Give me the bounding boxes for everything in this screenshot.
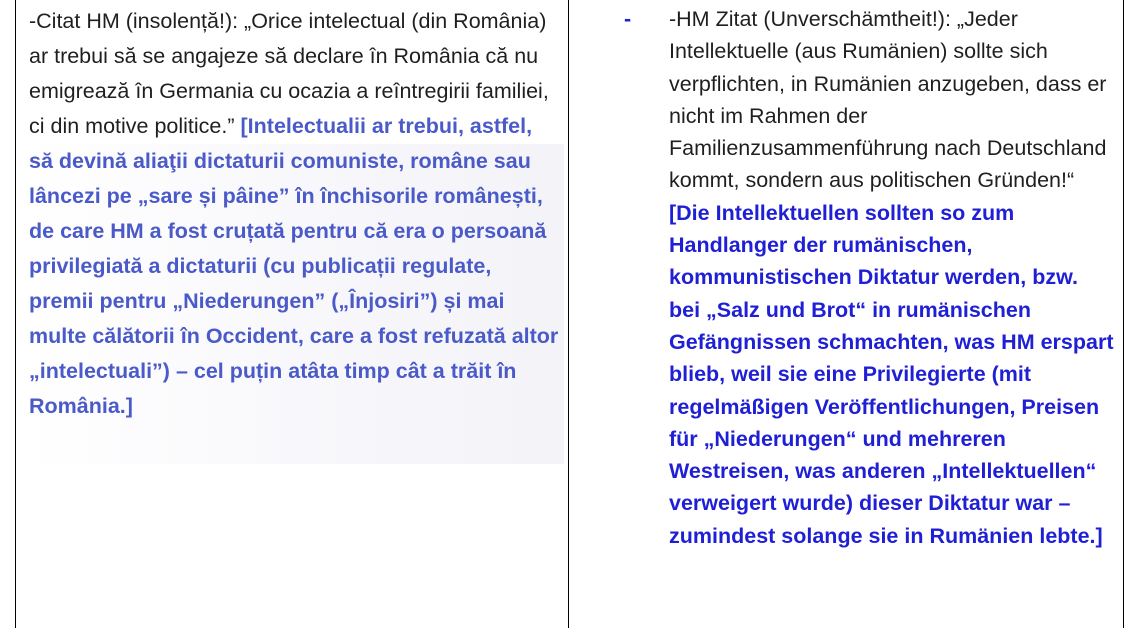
left-cell-romanian <box>29 4 559 424</box>
right-quote-text: -HM Zitat (Unverschämtheit!): „Jeder Intellektuelle (aus Rumänien) sollte sich verpflichten, in Rumänien anzugeben, dass er nicht im Rahmen der Familienzusammenführung nach Deutschland kommt, sondern aus politischen Gründen!“ <box>669 7 1107 193</box>
left-comment-text: [Intelectualii ar trebui, astfel, să devină aliaţii dictaturii comuniste, române sau lâncezi pe „sare și pâine” în închisorile românești, de care HM a fost cruțată pentru că era o persoană privilegiată a dictaturii (cu publicații regulate, premii pentru „Niederungen” („Înjosiri”) și mai multe călătorii în Occident, care a fost refuzată altor „intelectuali”) – cel puțin atâta timp cât a trăit în România.] <box>29 114 559 418</box>
right-cell-german <box>669 3 1114 552</box>
left-quote-text: -Citat HM (insolență!): „Orice intelectual (din România) ar trebui să se angajeze să declare în România că nu emigrează în Germania cu ocazia a reîntregirii familiei, ci din motive politice.” <box>29 9 549 138</box>
right-comment-text: [Die Intellektuellen sollten so zum Handlanger der rumänischen, kommunistischen Diktatur werden, bzw. bei „Salz und Brot“ in rumänischen Gefängnissen schmachten, was HM erspart blieb, weil sie eine Privilegierte (mit regelmäßigen Veröffentlichungen, Preisen für „Niederungen“ und mehreren Westreisen, was anderen „Intellektuellen“ verweigert wurde) dieser Diktatur war – zumindest solange sie in Rumänien lebte.] <box>669 200 1114 548</box>
column-divider <box>568 0 569 628</box>
list-bullet: - <box>624 7 632 31</box>
